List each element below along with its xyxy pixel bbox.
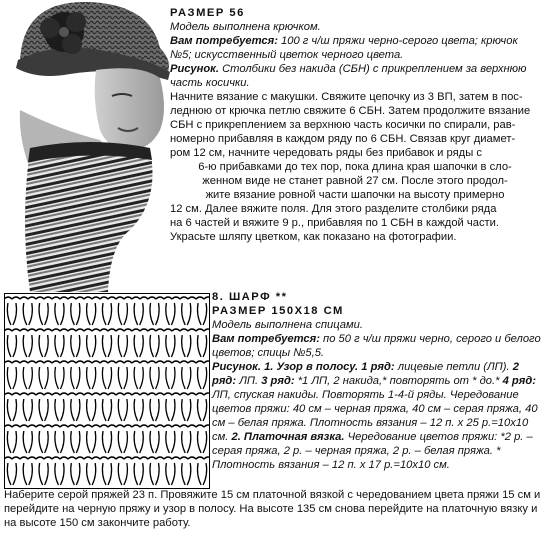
- hat-body-line: 6-ю прибавками до тех пор, пока длина края шапочки в сло-: [198, 161, 512, 173]
- hat-body-line: Украсьте шляпу цветком, как показано на фотографии.: [170, 231, 457, 243]
- hat-body-line: леднюю от крючка петлю свяжите 6 СБН. Затем продолжите вязание: [170, 105, 531, 117]
- scarf-model-note: Модель выполнена спицами.: [212, 319, 363, 331]
- hat-body-line: СБН с прикреплением за верхнюю часть косички по спирали, рав-: [170, 119, 516, 131]
- hat-body-line: 12 см. Далее вяжите поля. Для этого разделите столбики ряда: [170, 203, 497, 215]
- hat-materials: Вам потребуется: 100 г ч/ш пряжи черно-серого цвета; крючок №5; искусственный цветок черного цвета.: [170, 35, 518, 61]
- scarf-instructions: [212, 290, 542, 472]
- hat-size-title: РАЗМЕР 56: [170, 7, 245, 19]
- stitch-chart: [4, 293, 210, 489]
- hat-body-line: Начните вязание с макушки. Свяжите цепочку из 3 ВП, затем в пос-: [170, 91, 523, 103]
- hat-figure: Рисунок. Столбики без накида (СБН) с прикреплением за верхнюю часть косички.: [170, 63, 527, 89]
- hat-body-line: ром 12 см, начните чередовать ряды без прибавок и ряды с: [170, 147, 482, 159]
- scarf-pattern: Рисунок. 1. Узор в полосу. 1 ряд: лицевые петли (ЛП). 2 ряд: ЛП. 3 ряд: *1 ЛП, 2 накида,* повторять от * до.* 4 ряд: ЛП, спуская накиды. Повторять 1-4-й ряды. Чередование цветов пряжи: 40 см – черная пряжа, 40 см – серая пряжа, 40 см – белая пряжа. Плотность вязания – 12 п. х 25 р.=10х10 см. 2. Платочная вязка. Чередование цветов пряжи: *2 р. – серая пряжа, 2 р. – черная пряжа, 2 р. – белая пряжа. * Плотность вязания – 12 п. х 17 р.=10х10 см.: [212, 361, 538, 471]
- scarf-final-instructions: Наберите серой пряжей 23 п. Провяжите 15 см платочной вязкой с чередованием цвета пряжи 15 см и перейдите на черную пряжу и узор в полосу. На высоте 135 см снова перейдите на платочную вязку и на высоте 150 см закончите работу.: [4, 489, 541, 529]
- hat-instructions: [170, 6, 540, 244]
- hat-body-line: женном виде не станет равной 27 см. После этого продол-: [202, 175, 508, 187]
- hat-body-line: жите вязание ровной части шапочки на высоту примерно: [205, 189, 505, 201]
- scarf-section-title: 8. ШАРФ **: [212, 291, 288, 303]
- model-photo: [0, 0, 176, 292]
- hat-body-line: на 6 частей и вяжите 9 р., прибавляя по 1 СБН в каждой части.: [170, 217, 500, 229]
- scarf-size-title: РАЗМЕР 150Х18 СМ: [212, 305, 344, 317]
- hat-body-line: номерно прибавляя в каждом ряду по 6 СБН. Связав круг диамет-: [170, 133, 516, 145]
- hat-model-note: Модель выполнена крючком.: [170, 21, 321, 33]
- scarf-materials: Вам потребуется: по 50 г ч/ш пряжи черно, серого и белого цветов; спицы №5,5.: [212, 333, 541, 359]
